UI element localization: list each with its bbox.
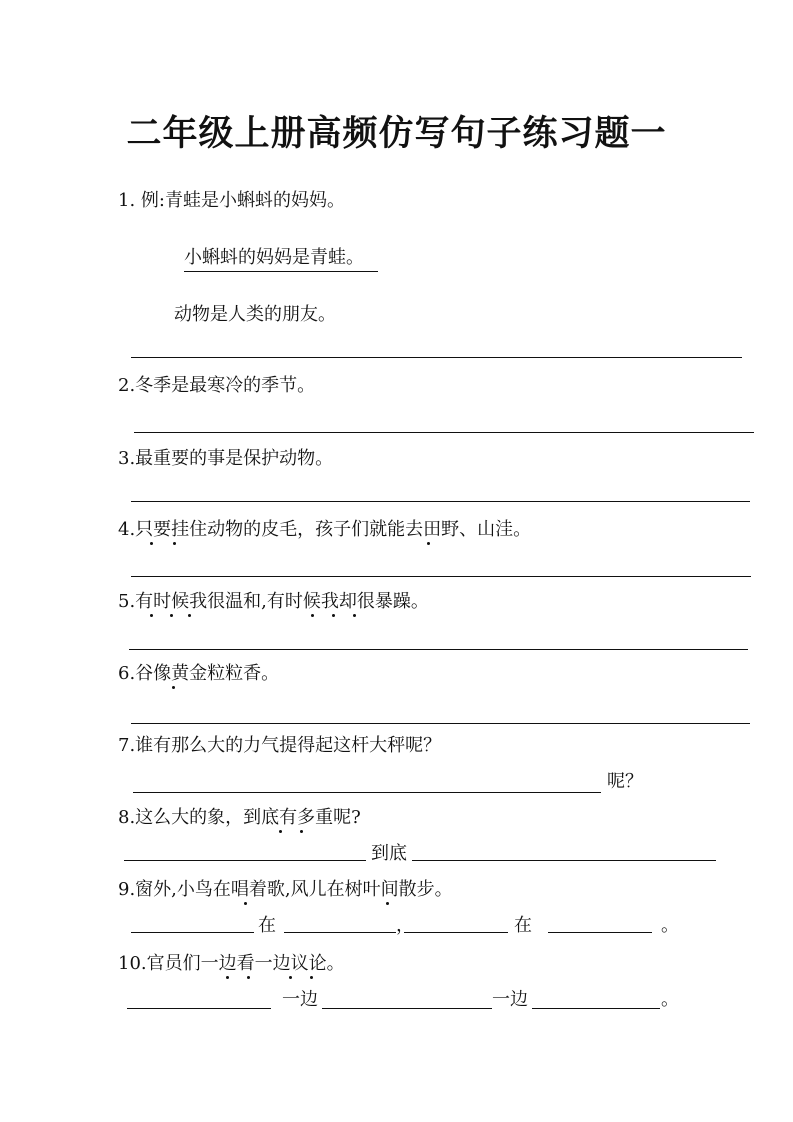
emphasis-dot (172, 686, 175, 689)
question-7-suffix: 呢？ (607, 771, 643, 792)
question-9-comma: ， (396, 915, 414, 936)
answer-line-10b[interactable] (322, 1008, 492, 1009)
emphasis-dot (310, 976, 313, 979)
answer-line-6[interactable] (131, 723, 750, 724)
emphasis-dot (289, 976, 292, 979)
emphasis-dot (170, 614, 173, 617)
question-7-prompt: 7.谁有那么大的力气提得起这杆大秤呢？ (118, 735, 442, 756)
emphasis-dot (247, 976, 250, 979)
question-9-word-1: 在 (258, 915, 276, 936)
question-9-prompt: 9.窗外,小鸟在唱着歌,风儿在树叶间散步。 (118, 879, 453, 900)
answer-line-8a[interactable] (124, 860, 366, 861)
emphasis-dot (226, 976, 229, 979)
answer-line-9d[interactable] (548, 932, 652, 933)
question-1-task: 动物是人类的朋友。 (174, 304, 336, 325)
emphasis-dot (311, 614, 314, 617)
answer-line-9c[interactable] (404, 932, 508, 933)
answer-line-10a[interactable] (127, 1008, 271, 1009)
answer-line-1[interactable] (131, 357, 742, 358)
question-1-example-answer (184, 246, 378, 272)
emphasis-dot (279, 830, 282, 833)
question-10-end: 。 (661, 989, 679, 1010)
emphasis-dot (300, 830, 303, 833)
answer-line-8b[interactable] (412, 860, 716, 861)
answer-line-5[interactable] (129, 649, 748, 650)
question-8-connector: 到底 (371, 843, 407, 864)
answer-line-9b[interactable] (284, 932, 396, 933)
emphasis-dot (173, 542, 176, 545)
question-10-prompt: 10.官员们一边看一边议论。 (118, 953, 345, 974)
emphasis-dot (150, 614, 153, 617)
question-9-word-2: 在 (514, 915, 532, 936)
question-6-prompt: 6.谷像黄金粒粒香。 (118, 663, 280, 684)
question-4-prompt: 4.只要挂住动物的皮毛，孩子们就能去田野、山洼。 (118, 519, 532, 540)
page-title: 二年级上册高频仿写句子练习题一 (126, 114, 667, 154)
answer-line-4[interactable] (131, 576, 751, 577)
emphasis-dot (188, 614, 191, 617)
answer-line-2[interactable] (134, 432, 754, 433)
answer-line-10c[interactable] (532, 1008, 660, 1009)
answer-line-7[interactable] (133, 792, 601, 793)
answer-line-9a[interactable] (131, 932, 254, 933)
emphasis-dot (353, 614, 356, 617)
emphasis-dot (427, 542, 430, 545)
emphasis-dot (244, 902, 247, 905)
question-10-word-2: 一边 (492, 989, 528, 1010)
question-3-prompt: 3.最重要的事是保护动物。 (118, 448, 334, 469)
answer-line-3[interactable] (131, 501, 750, 502)
question-9-end: 。 (661, 915, 679, 936)
question-2-prompt: 2.冬季是最寒冷的季节。 (118, 375, 316, 396)
emphasis-dot (386, 902, 389, 905)
question-10-word-1: 一边 (282, 989, 318, 1010)
example-answer-text: 小蝌蚪的妈妈是青蛙。 (184, 246, 378, 272)
emphasis-dot (150, 542, 153, 545)
question-5-prompt: 5.有时候我很温和,有时候我却很暴躁。 (118, 591, 429, 612)
emphasis-dot (332, 614, 335, 617)
question-1-prompt: 1. 例:青蛙是小蝌蚪的妈妈。 (118, 190, 345, 211)
question-8-prompt: 8.这么大的象，到底有多重呢? (118, 807, 361, 828)
